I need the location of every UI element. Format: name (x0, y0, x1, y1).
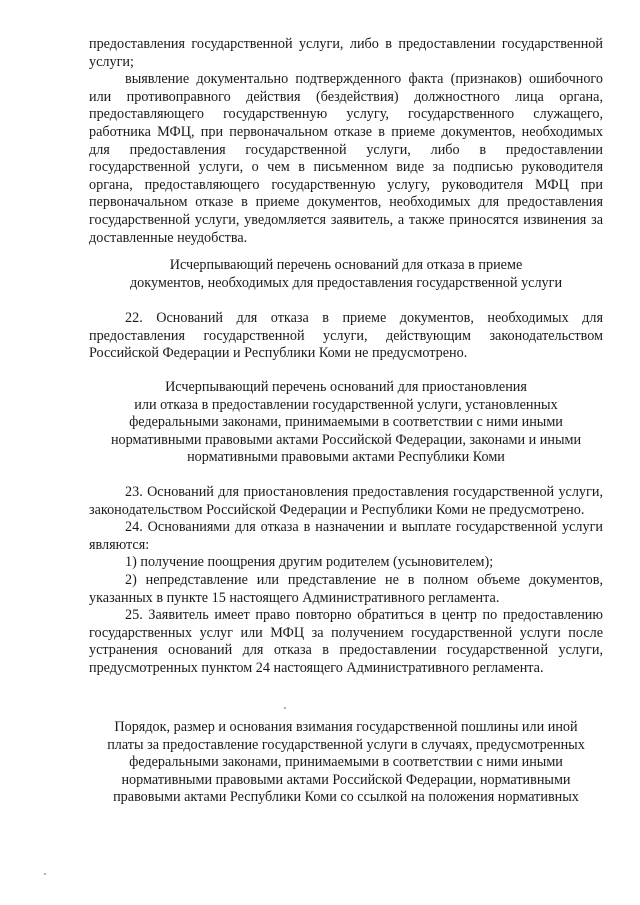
heading-line: нормативными правовыми актами Республики Коми (187, 449, 505, 466)
scan-speck (284, 707, 286, 709)
scan-speck (44, 873, 46, 875)
heading-suspension (89, 379, 603, 467)
heading-line: Порядок, размер и основания взимания государственной пошлины или иной (114, 719, 578, 735)
heading-line: нормативными правовыми актами Российской Федерации, законами и иными (110, 431, 582, 448)
list-item-2: 2) непредставление или представление не в полном объеме документов, указанных в пункте 15 настоящего Административного регламента. (89, 571, 603, 606)
heading-state-duty (89, 719, 603, 807)
top-paragraphs (89, 36, 603, 247)
heading-line: федеральными законами, принимаемыми в соответствии с ними иными (129, 414, 563, 431)
paragraph-violation: выявление документально подтвержденного факта (признаков) ошибочного или противоправного действия (бездействия) должностного лица органа, предоставляющего государственную услугу, государственного служащего, работника МФЦ, при первоначальном отказе в приеме документов, необходимых для предоставления государственной услуги, либо в предоставлении государственной услуги, о чем в письменном виде за подписью руководителя органа, предоставляющего государственную услугу, руководителя МФЦ при первоначальном отказе в приеме документов, необходимых для предоставления государственной услуги, уведомляется заявитель, а также приносятся извинения за доставленные неудобства. (89, 71, 603, 246)
heading-line: федеральными законами, принимаемыми в соответствии с ними иными (129, 754, 563, 771)
heading-line: платы за предоставление государственной услуги в случаях, предусмотренных (107, 736, 585, 753)
paragraph-23: 23. Оснований для приостановления предоставления государственной услуги, законодательством Российской Федерации и Республики Коми не предусмотрено. (89, 484, 603, 518)
heading-line: нормативными правовыми актами Российской Федерации, нормативными (121, 771, 571, 788)
heading-refusal-acceptance (89, 257, 603, 292)
paragraph-24: 24. Основаниями для отказа в назначении и выплате государственной услуги являются: (89, 519, 603, 553)
heading-line: Исчерпывающий перечень оснований для отказа в приеме (169, 257, 523, 273)
heading-line: Исчерпывающий перечень оснований для приостановления (165, 379, 527, 395)
paragraphs-23-25 (89, 484, 603, 678)
paragraph-22: 22. Оснований для отказа в приеме документов, необходимых для предоставления государственной услуги, действующим законодательством Российской Федерации и Республики Коми не предусмотрено. (89, 310, 603, 362)
paragraph-25: 25. Заявитель имеет право повторно обратиться в центр по предоставлению государственных услуг или МФЦ за получением государственной услуги после устранения оснований для отказа в предоставлении государственной услуги, предусмотренных пунктом 24 настоящего Административного регламента. (89, 607, 603, 676)
paragraph-continuation: предоставления государственной услуги, либо в предоставлении государственной услуги; (89, 36, 603, 70)
heading-line: правовыми актами Республики Коми со ссылкой на положения нормативных (113, 789, 579, 806)
heading-line: документов, необходимых для предоставления государственной услуги (129, 274, 563, 291)
heading-line: или отказа в предоставлении государственной услуги, установленных (134, 396, 558, 413)
list-item-1: 1) получение поощрения другим родителем (усыновителем); (125, 554, 494, 571)
